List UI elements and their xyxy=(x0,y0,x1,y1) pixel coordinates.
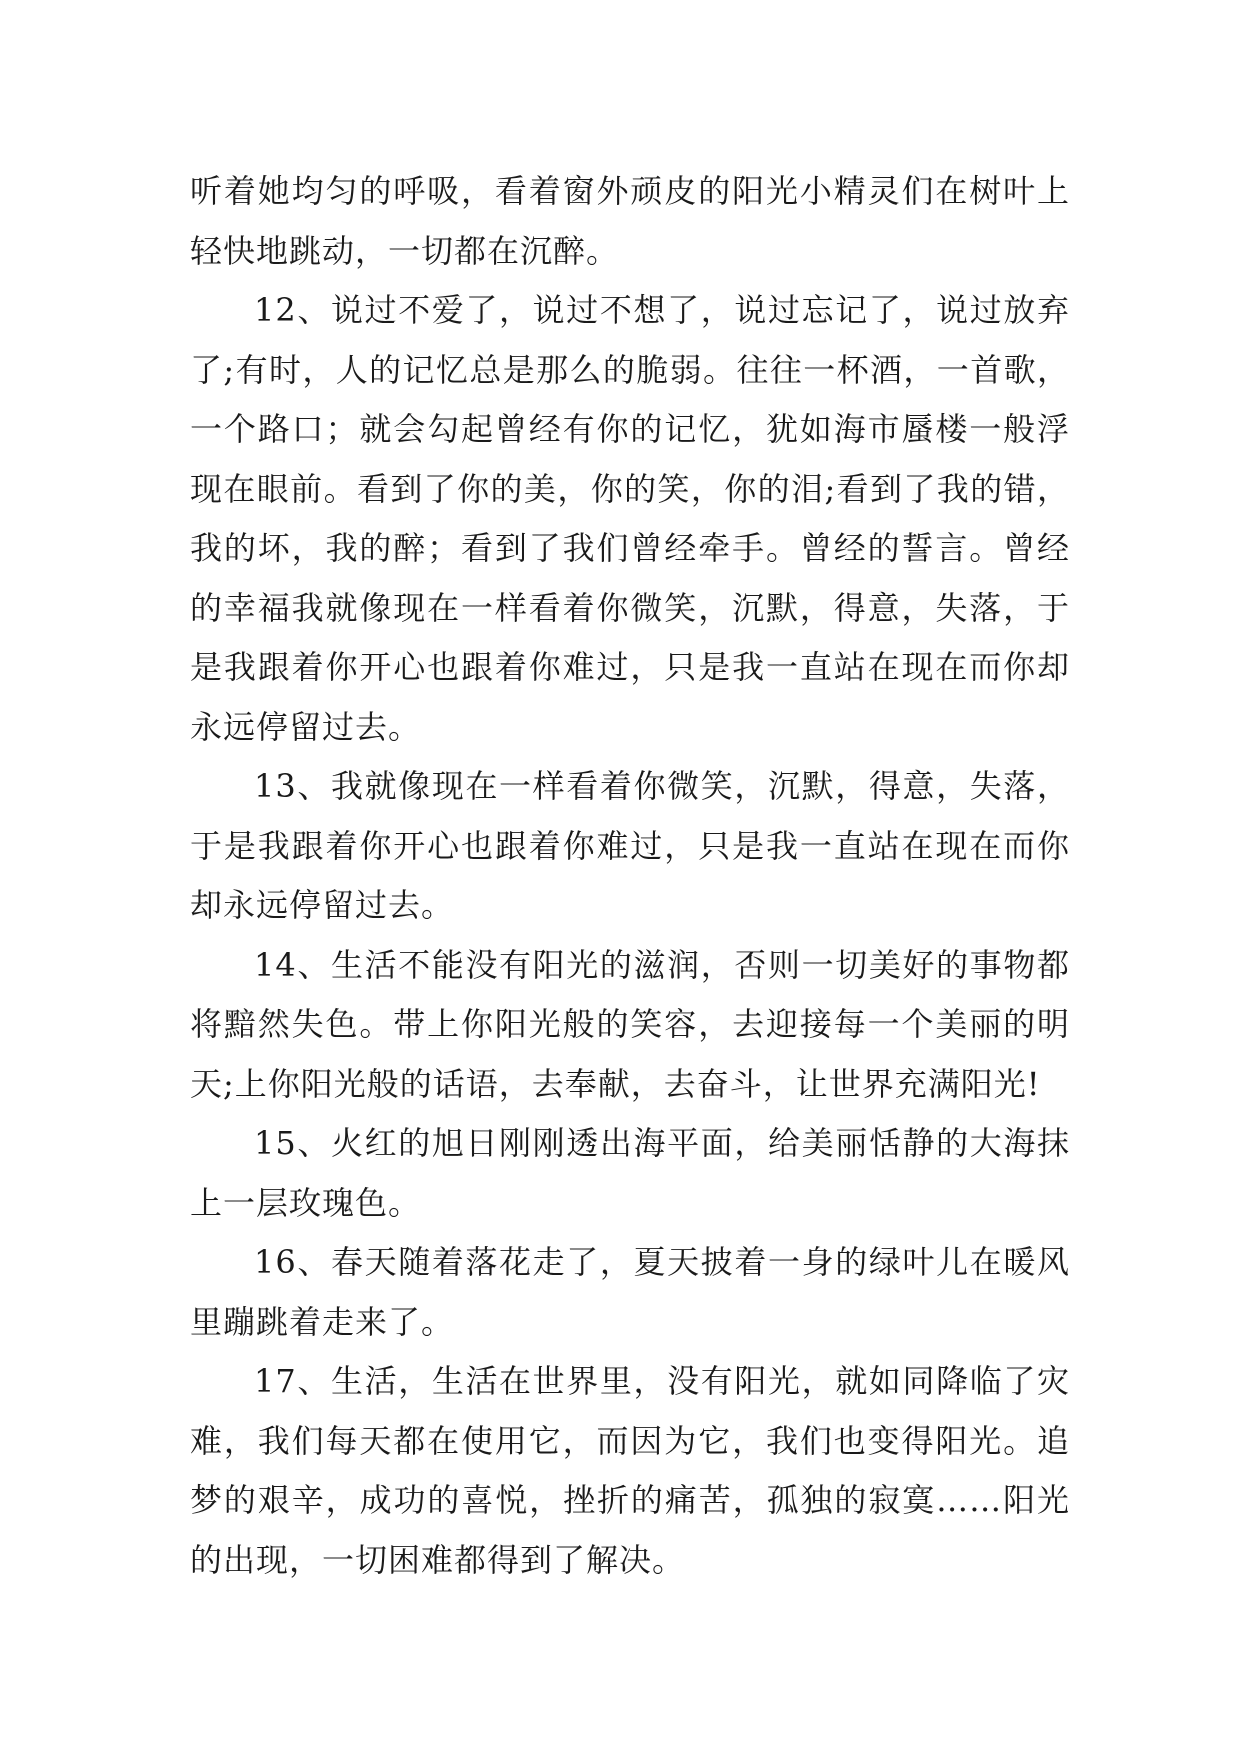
paragraph-13: 13、我就像现在一样看着你微笑，沉默，得意，失落，于是我跟着你开心也跟着你难过，只是我一直站在现在而你却永远停留过去。 xyxy=(190,767,1070,924)
paragraph-15: 15、火红的旭日刚刚透出海平面，给美丽恬静的大海抹上一层玫瑰色。 xyxy=(190,1124,1070,1222)
paragraph-17: 17、生活，生活在世界里，没有阳光，就如同降临了灾难，我们每天都在使用它，而因为它，我们也变得阳光。追梦的艰辛，成功的喜悦，挫折的痛苦，孤独的寂寞……阳光的出现，一切困难都得到了解决。 xyxy=(190,1362,1070,1579)
paragraph-16: 16、春天随着落花走了，夏天披着一身的绿叶儿在暖风里蹦跳着走来了。 xyxy=(190,1243,1070,1341)
paragraph-14: 14、生活不能没有阳光的滋润，否则一切美好的事物都将黯然失色。带上你阳光般的笑容，去迎接每一个美丽的明天;上你阳光般的话语，去奉献，去奋斗，让世界充满阳光! xyxy=(190,945,1070,1103)
paragraph-12: 12、说过不爱了，说过不想了，说过忘记了，说过放弃了;有时，人的记忆总是那么的脆弱。往往一杯酒，一首歌，一个路口；就会勾起曾经有你的记忆，犹如海市蜃楼一般浮现在眼前。看到了你的美，你的笑，你的泪;看到了我的错，我的坏，我的醉；看到了我们曾经牵手。曾经的誓言。曾经的幸福我就像现在一样看着你微笑，沉默，得意，失落，于是我跟着你开心也跟着你难过，只是我一直站在现在而你却永远停留过去。 xyxy=(190,291,1070,746)
document-page xyxy=(190,162,1070,1590)
paragraph-continuation: 听着她均匀的呼吸，看着窗外顽皮的阳光小精灵们在树叶上轻快地跳动，一切都在沉醉。 xyxy=(190,172,1070,270)
